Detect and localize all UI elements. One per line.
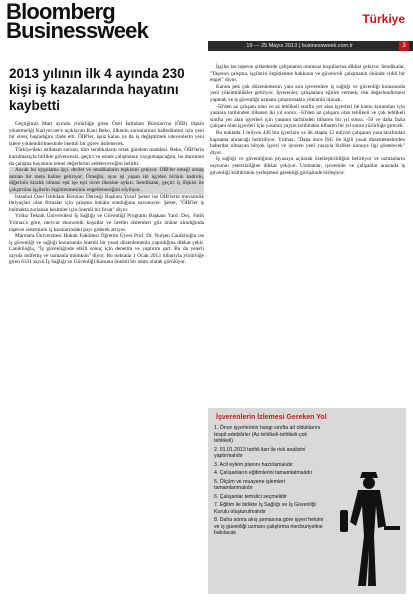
list-item: 6. Çalışanlar temsilci seçmelidir	[214, 493, 287, 500]
list-item: 5. Ölçüm ve muayene işlemleri tamamlanmalıdır	[214, 478, 285, 491]
paragraph: -50'den az çalışanı olan ve az tehlikeli sınıfta yer alan işyerleri ile kamu kurumları için yasanın tarihinden itibaren iki yıl sonra. -50'den az çalışanı olan tehlikeli ve çok tehlikeli sınıfta yer alan işyerleri için yasanın tarihinden itibaren bir yıl sonra. -50 ve daha fazla çalışanı olan işyerleri için yasanın yayım tarihinden itibaren bir yıl sonra yürürlüğe girecek.	[210, 103, 405, 130]
list-item: 2. 01.01.2013 tarihli ilan ile risk analizini yaptırmalıdır	[214, 446, 306, 459]
brand-line2: Businessweek	[6, 18, 149, 43]
masthead	[0, 0, 413, 50]
paragraph: Geçtiğimiz Mart ayında yürürlüğe giren Özel İstihdam Büroları'na (ÖİB) ilişkin yönetmeliği Kariyer.net'e açıklayan Kani Beko, ülkenin sorunlarının halledilmesi için yeni bir süreç başladığını ifade etti. ÖİB'ler, işsiz kalan ya da iş değiştirmek isteyenlerin yeni işlere yönlendirilmesinde önemli bir görev üstlenecek.	[9, 121, 204, 147]
edition-label: Türkiye	[362, 12, 405, 26]
box-list	[214, 425, 324, 539]
brand-logo	[6, 0, 149, 43]
issue-date: 19 — 25 Mayıs 2013 | businessweek.com.tr	[246, 43, 353, 49]
list-item: 4. Çalışanların eğitimlerini tamamlatmalıdır	[214, 470, 313, 476]
paragraph: İş sağlığı ve güvenliğinin piyasaya açılarak özelleştirildiğini belirtiyor ve uzmanların sayısının yetersizliğine dikkat çekiyor. Uzmanlar, işverenler ve çalışanlar arasında iş güvenliği kültürünün yerleşmesi gerektiği görüşünde birleşiyor.	[210, 156, 405, 176]
article-column-1	[9, 121, 204, 266]
paragraph: Bu noktada 1 milyon 436 bin işyerinin ve ilk etapta 12 milyon çalışanın yasa tarafından kapsama alınacağı belirtiliyor. Yılmaz, "Daha önce İSG ile ilgili yasal düzenlemelerden haberdar olmayan birçok işyeri ve işveren yeni yasayla birlikte konuya ilgi gösterecek" diyor.	[210, 129, 405, 156]
paragraph: Marmara Üniversitesi Hukuk Fakültesi Öğretim Üyesi Prof. Dr. Nurşen Caniklioğlu ise iş güvenliği ve sağlığı konusunda önemli bir yasal düzenlemenin yapıldığına dikkat çekti. Caniklioğlu, "İş güvenliğinde etkili sonuç için denetim ve yaptırım şart. Bu da yeterli sayıda müfettiş ve uzmanla mümkün" diyor. Bu noktada 1 Ocak 2013 itibarıyla yürürlüğe giren 6331 sayılı İş Sağlığı ve Güvenliği Kanunu önemli bir adım olarak görülüyor.	[9, 233, 204, 266]
date-bar	[208, 41, 413, 51]
paragraph: İstanbul Özel İstihdam Büroları Derneği Başkanı Yusuf Şeker ise ÖİB'lerin mevsimlik ihtiyaçları olan firmalar için çalışma imkânı sunduğunu savunuyor. Şeker, "ÖİB'ler iş bulmakta zorlanan kesimler için önemli bir fırsat" diyor.	[9, 193, 204, 213]
brand-line1: Bloomberg	[6, 0, 115, 24]
paragraph: Türkiye'deki istihdam sorunu, tüm sendikaların ortak gündem maddesi. Beko, ÖİB'lerin kurulmasıyla birlikte güvencesiz, geçici ve esnek çalışmanın yaygınlaşacağını, bu durumun da çalışma hayatının temel değerlerini zedeleyeceğini belirtti.	[9, 147, 204, 167]
list-item: 8. Daha sonra akış şemasına göre işyeri hekimi ve iş güvenliği uzmanı çalıştırma mecburiyetine bakılacak	[214, 517, 324, 536]
worker-silhouette-icon	[326, 466, 404, 594]
paragraph: Kanun pek çok düzenlemenin yanı sıra işverenlere iş sağlığı ve güvenliği konusunda yeni yükümlülükler getiriyor. İşverenler, çalışanlara eğitim vermek, risk değerlendirmesi yapmak ve iş güvenliği uzmanı çalıştırmakla yükümlü olacak.	[210, 83, 405, 103]
paragraph: İşçiler ise taşeron şirketlerde çalışmanın olumsuz koşullarına dikkat çekiyor. Sendikalar, "Taşeron çalışma, işçilerin örgütlenme hakkının ve güvenceli çalışmanın önünde ciddi bir engel" diyor.	[210, 64, 405, 84]
sidebar-box	[208, 408, 406, 594]
box-title: İşverenlerin İzlemesi Gereken Yol	[216, 414, 327, 421]
highlighted-paragraph: Ancak bu uygulama işçi, devlet ve sendikaların tepkisini çekiyor. ÖİB'ler emeği alınıp satılan bir meta haline getiriyor. Örneğin, aynı işi yapan iki işçiden birinin kadrolu, diğerinin kiralık olması eşit işe eşit ücret ilkesine aykırı. Sendikalar, geçici iş ilişkisi ile çalıştırılan işçilerin örgütlenmesinin engelleneceğini söylüyor.	[9, 167, 204, 193]
list-item: 1. Önce işyerlerinin hangi sınıfta ait olduklarını tespit edebilirler (Az tehlikeli-tehlikeli-çok tehlikeli)	[214, 425, 321, 444]
list-item: 3. Acil eylem planını hazırlamalıdır	[214, 461, 293, 468]
list-item: 7. Eğitim ile birlikte İş Sağlığı ve İş Güvenliği Kurulu oluşturulmalıdır	[214, 502, 316, 515]
article-title: 2013 yılının ilk 4 ayında 230 kişi iş kazalarında hayatını kaybetti	[9, 66, 185, 113]
paragraph: Yıldız Teknik Üniversitesi İş Sağlığı ve Güvenliği Programı Başkanı Yard. Doç. Fatih Yılmaz'a göre, mevcut ekonomik koşullar ve üretim sistemleri göz önüne alındığında taşeron sisteminin iş kazalarındaki payı giderek artıyor.	[9, 213, 204, 233]
article-column-2	[210, 64, 405, 176]
page-number: 3	[399, 41, 409, 51]
